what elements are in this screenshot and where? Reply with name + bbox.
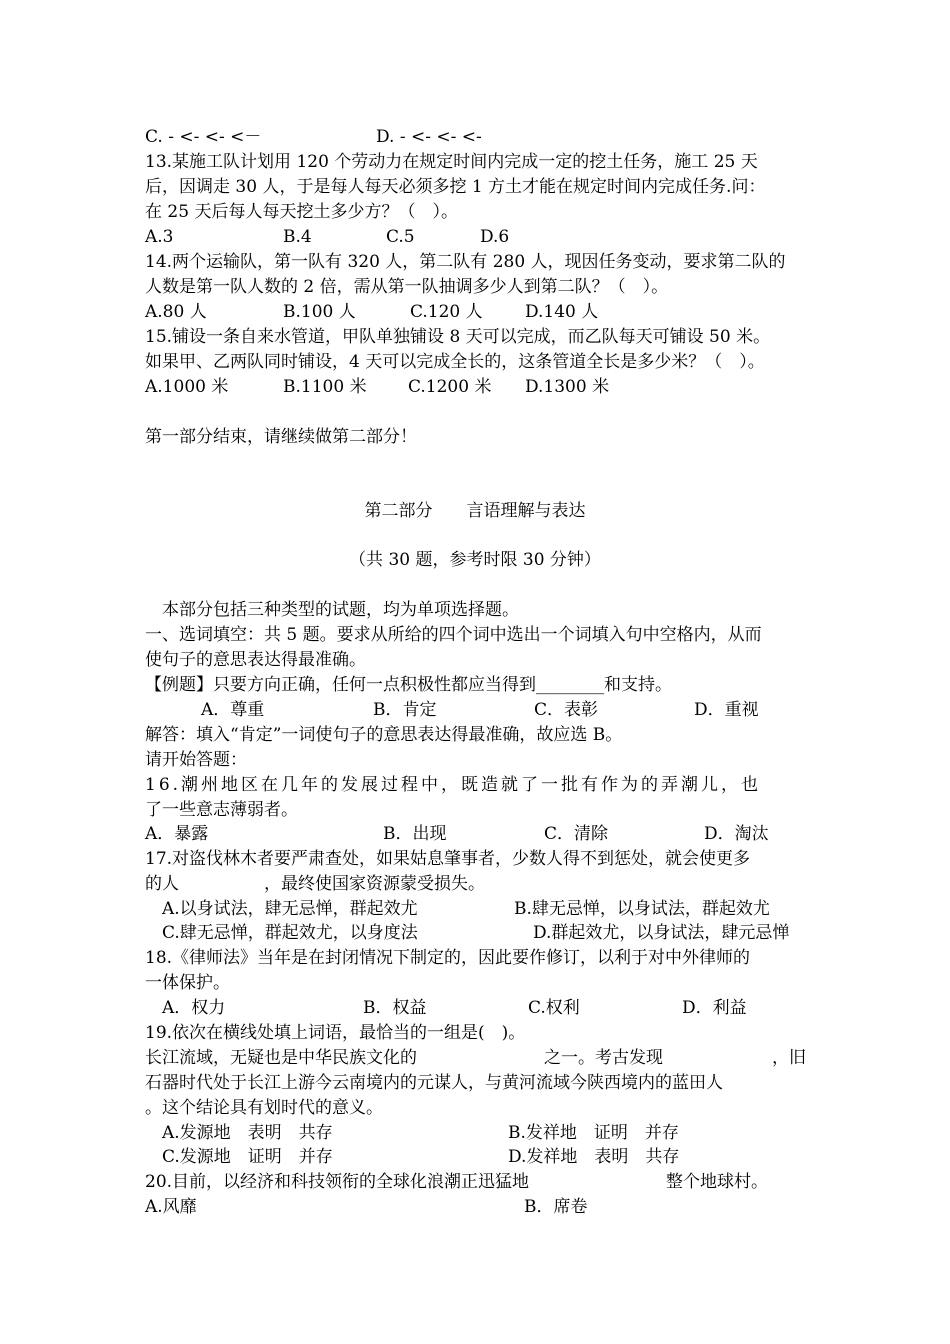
- q13-line-2: 后，因调走 30 人，于是每人每天必须多挖 1 方土才能在规定时间内完成任务.问：: [145, 177, 766, 197]
- example-answer: 解答：填入“肯定”一词使句子的意思表达得最准确，故应选 B。: [145, 725, 623, 745]
- q17-option-d: D.群起效尤，以身试法，肆元忌惮: [533, 923, 790, 943]
- q12-option-d: D. - <- <- <-: [376, 127, 482, 147]
- q15-line-1: 15.铺设一条自来水管道，甲队单独铺设 8 天可以完成，而乙队每天可铺设 50 米。: [145, 327, 771, 347]
- q17-line-1: 17.对盗伐林木者要严肃查处，如果姑息肇事者，少数人得不到惩处，就会使更多: [145, 849, 751, 869]
- q17-option-a: A.以身试法，肆无忌惮，群起效尤: [162, 899, 418, 919]
- q13-option-a: A.3: [145, 227, 174, 247]
- q13-option-d: D.6: [480, 227, 510, 247]
- q15-option-a: A.1000 米: [145, 377, 229, 397]
- q15-line-2: 如果甲、乙两队同时铺设，4 天可以完成全长的，这条管道全长是多少米？（ ）。: [145, 352, 765, 372]
- q13-option-c: C.5: [386, 227, 415, 247]
- q13-line-1: 13.某施工队计划用 120 个劳动力在规定时间内完成一定的挖土任务，施工 25 天: [145, 152, 758, 172]
- q20-line-b: 整个地球村。: [666, 1172, 768, 1192]
- q19-line-1c: ，旧: [772, 1048, 806, 1068]
- q19-stem: 19.依次在横线处填上词语，最恰当的一组是( )。: [145, 1023, 526, 1043]
- q19-option-d: D.发祥地 表明 共存: [508, 1147, 680, 1167]
- q19-line-2: 石器时代处于长江上游今云南境内的元谋人，与黄河流域今陕西境内的蓝田人: [145, 1073, 723, 1093]
- q15-option-d: D.1300 米: [525, 377, 610, 397]
- q14-line-1: 14.两个运输队，第一队有 320 人，第二队有 280 人，现因任务变动，要求第二队的: [145, 252, 786, 272]
- q20-line-a: 20.目前，以经济和科技领衔的全球化浪潮正迅猛地: [145, 1172, 530, 1192]
- section1-line-1: 一、选词填空：共 5 题。要求从所给的四个词中选出一个词填入句中空格内，从而: [145, 625, 762, 645]
- q18-option-b: B．权益: [363, 998, 427, 1018]
- q20-option-b: B．席卷: [524, 1197, 588, 1217]
- q18-option-c: C.权利: [528, 998, 580, 1018]
- q14-option-d: D.140 人: [525, 302, 599, 322]
- part2-intro: 本部分包括三种类型的试题，均为单项选择题。: [162, 600, 519, 620]
- q13-option-b: B.4: [283, 227, 312, 247]
- example-option-a: A．尊重: [201, 700, 265, 720]
- section1-line-2: 使句子的意思表达得最准确。: [145, 650, 366, 670]
- q18-option-d: D．利益: [682, 998, 747, 1018]
- part1-end-note: 第一部分结束，请继续做第二部分！: [145, 427, 417, 447]
- start-prompt: 请开始答题：: [145, 750, 247, 770]
- q15-option-b: B.1100 米: [283, 377, 367, 397]
- q14-option-b: B.100 人: [283, 302, 356, 322]
- q15-option-c: C.1200 米: [408, 377, 492, 397]
- example-question: 【例题】只要方向正确，任何一点积极性都应当得到________和支持。: [145, 675, 672, 695]
- q19-option-a: A.发源地 表明 共存: [162, 1123, 333, 1143]
- q17-option-b: B.肆无忌惮，以身试法，群起效尤: [514, 899, 770, 919]
- q16-option-a: A．暴露: [145, 824, 209, 844]
- q19-line-1b: 之一。考古发现: [544, 1048, 663, 1068]
- q18-line-2: 一体保护。: [145, 973, 230, 993]
- example-option-c: C．表彰: [534, 700, 599, 720]
- q16-option-d: D．淘汰: [704, 824, 769, 844]
- example-option-d: D．重视: [694, 700, 759, 720]
- q17-line-2: 的人 ，最终使国家资源蒙受损失。: [145, 874, 485, 894]
- q14-option-c: C.120 人: [410, 302, 483, 322]
- q18-option-a: A．权力: [162, 998, 226, 1018]
- q16-line-1: 16.潮州地区在几年的发展过程中，既造就了一批有作为的弄潮儿，也: [145, 775, 762, 795]
- example-option-b: B．肯定: [373, 700, 437, 720]
- q14-line-2: 人数是第一队人数的 2 倍，需从第一队抽调多少人到第二队？（ ）。: [145, 277, 669, 297]
- q19-option-c: C.发源地 证明 并存: [162, 1147, 333, 1167]
- part2-title: 第二部分 言语理解与表达: [364, 501, 586, 521]
- q19-option-b: B.发祥地 证明 并存: [508, 1123, 679, 1143]
- q13-line-3: 在 25 天后每人每天挖土多少方？（ ）。: [145, 202, 458, 222]
- q12-option-c: C. - <- <- <－: [145, 127, 262, 147]
- q16-option-b: B．出现: [383, 824, 447, 844]
- q19-line-1a: 长江流域，无疑也是中华民族文化的: [145, 1048, 417, 1068]
- q16-option-c: C．清除: [544, 824, 609, 844]
- part2-subtitle: （共 30 题，参考时限 30 分钟）: [349, 550, 601, 570]
- q18-line-1: 18.《律师法》当年是在封闭情况下制定的，因此要作修订，以利于对中外律师的: [145, 948, 751, 968]
- q20-option-a: A.风靡: [145, 1197, 197, 1217]
- q17-option-c: C.肆无忌惮，群起效尤，以身度法: [162, 923, 418, 943]
- q19-line-3: 。这个结论具有划时代的意义。: [145, 1098, 383, 1118]
- q14-option-a: A.80 人: [145, 302, 207, 322]
- q16-line-2: 了一些意志薄弱者。: [145, 800, 298, 820]
